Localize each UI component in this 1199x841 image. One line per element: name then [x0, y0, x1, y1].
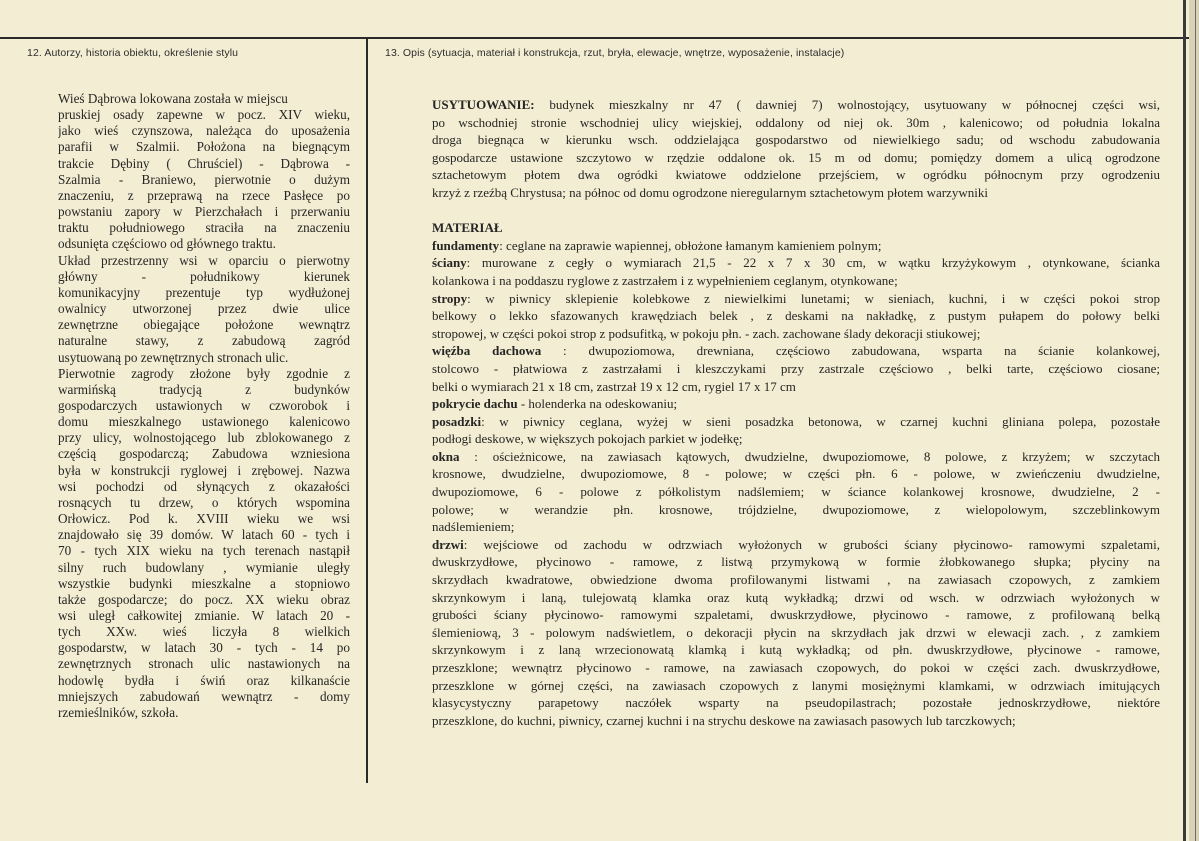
material-line [432, 325, 1160, 343]
material-line [432, 677, 1160, 695]
material-line [432, 272, 1160, 290]
material-text: przeszklone, do kuchni, piwnicy, czarnej kuchni i na strychu deskowe na zawiasach pasowych lub tarczkowych; [432, 712, 1016, 728]
situation-text: sztachetowym płotem dwa ogródki kwiatowe oddzielone przejściem, w ogródku północnym przy ogrodzeniu [432, 167, 1160, 183]
material-line [432, 606, 1160, 624]
paragraph-gap [432, 202, 1160, 220]
material-text: skrzynkowym i laną, tulejowatą klamka oraz kutą wykładką; drzwi od wsch. w odrzwiach wyłożonych w [432, 589, 1160, 605]
history-line: wszystkie budynki mieszkalne a stopniowo [58, 575, 350, 591]
material-label: drzwi [432, 536, 464, 552]
material-line [432, 518, 1160, 536]
material-line [432, 624, 1160, 642]
material-text: klasycystyczny parapetowy naczółek wsparty na pseudopilastrach; pozostałe jednoskrzydłowe, niektóre [432, 695, 1160, 711]
history-line: Orłowicz. Pod k. XVIII wieku we wsi [58, 511, 350, 527]
material-line [432, 307, 1160, 325]
situation-line [432, 184, 1160, 202]
material-label: pokrycie dachu [432, 396, 518, 412]
material-line [432, 694, 1160, 712]
material-line [432, 483, 1160, 501]
material-text: ślemieniową, 3 - polowym nadświetlem, o dekoracji płycin na skrzydłach jak drzwi w elewacji zach. , z zamkiem [432, 624, 1160, 640]
material-line [432, 659, 1160, 677]
material-line [432, 395, 1160, 413]
material-label: więźba dachowa [432, 343, 542, 359]
material-text: polowe; w werandzie płn. krosnowe, trójdzielne, dwupoziomowe, z wielopolowym, szczeblinkowym [432, 501, 1160, 517]
history-line: Wieś Dąbrowa lokowana została w miejscu [58, 91, 288, 106]
material-line [432, 448, 1160, 466]
history-line: wsi uległ całkowitej zmianie. W latach 20 - [58, 608, 350, 623]
situation-line [432, 131, 1160, 149]
material-text: : murowane z cegły o wymiarach 21,5 - 22 x 7 x 30 cm, w wątku krzyżykowym , otynkowane, ścianka [466, 255, 1160, 271]
material-line [432, 641, 1160, 659]
history-line: komunikacyjny prezentuje typ wydłużonej [58, 284, 350, 300]
material-text: skrzynkowym i z laną wrzecionowatą klamką i kutą wykładką; od płn. dwuskrzydłowe, płycinowe - ramowe, [432, 642, 1160, 658]
material-text: przeszklone w górnej części, na zawiasach czopowych z lanymi mosiężnymi klamkami, w odrzwiach imitujących [432, 677, 1160, 693]
situation-text: budynek mieszkalny nr 47 ( dawniej 7) wolnostojący, usytuowany w północnej części wsi, [534, 97, 1160, 112]
history-line: naturalne stawy, z zabudową zagród [58, 333, 350, 349]
material-text: krosnowe, dwudzielne, dwupoziomowe, 8 - polowe; w części płn. 6 - polowe, w zwieńczeniu dwudzielne, [432, 466, 1160, 482]
situation-heading: USYTUOWANIE: [432, 97, 535, 112]
material-text: podłogi deskowe, w większych pokojach parkiet w jodełkę; [432, 431, 743, 447]
material-text: belkowy o lekko sfazowanych krawędziach belek , z deskami na nakładkę, z pustym pułapem do połowy belki [432, 308, 1160, 324]
history-line: wsi pochodzi od słynących z okazałości [58, 478, 350, 494]
history-line: Układ przestrzenny wsi w oparciu o pierwotny [58, 252, 350, 268]
material-text: nadślemieniem; [432, 519, 515, 535]
history-line: 70 - tych XIX wieku na tych terenach nastąpił [58, 543, 350, 559]
material-line [432, 712, 1160, 730]
history-line: gospodarstw, w latach 30 - tych - 14 po [58, 640, 350, 656]
material-text: belki o wymiarach 21 x 18 cm, zastrzał 19 x 12 cm, rygiel 17 x 17 cm [432, 378, 796, 394]
section-13-header: 13. Opis (sytuacja, materiał i konstrukcja, rzut, bryła, elewacje, wnętrze, wyposażenie, instalacje) [385, 47, 845, 59]
situation-line [432, 114, 1160, 132]
material-label: fundamenty [432, 237, 500, 253]
material-line [432, 465, 1160, 483]
material-text: stolcowo - płatwiowa z zastrzałami i kleszczykami przy zastrzale częściowo , belki tarte, częściowo ciosane; [432, 360, 1160, 376]
history-line: przy ulicy, wolnostojącego lub zblokowanego z [58, 430, 350, 446]
material-line [432, 342, 1160, 360]
material-line [432, 553, 1160, 571]
history-line: warmińską tradycją z budynków [58, 381, 350, 397]
material-label: stropy [432, 290, 468, 306]
history-line: rzemieślników, szkoła. [58, 704, 179, 720]
history-line: owalnicy utworzonej przez dwie ulice [58, 301, 350, 317]
history-line: zewnętrznych stronach ulic nastawionych na [58, 656, 350, 672]
section-12-header: 12. Autorzy, historia obiektu, określenie stylu [27, 47, 239, 59]
history-line: jako wieś czynszowa, należąca do uposażenia [58, 123, 350, 139]
header-rule [0, 37, 1199, 39]
history-line: hodowlę bydła i świń oraz kilkanaście [58, 672, 350, 688]
history-line: odsunięta częściowo od głównego traktu. [58, 236, 276, 252]
material-text: : ościeżnicowe, na zawiasach kątowych, dwudzielne, dwupoziomowe, 8 polowe, z krzyżem; w szczytach [459, 448, 1160, 464]
history-line: mniejszych zabudowań wewnątrz - domy [58, 688, 350, 704]
material-line [432, 378, 1160, 396]
material-text: : w piwnicy ceglana, wyżej w sieni posadzka betonowa, w czarnej kuchni gliniana polepa, pozostałe [481, 413, 1160, 429]
history-line: domu mieszkalnego ustawionego kalenicowo [58, 414, 350, 430]
history-line: rosnących tu drzew, o których wspomina [58, 494, 350, 510]
history-line: znajdowało się 39 domów. W latach 60 - tych i [58, 527, 350, 543]
description-text [432, 96, 1160, 729]
situation-text: droga biegnąca w kierunku wsch. oddzielająca gospodarstwo od niewielkiego sadu; od wschodu zabudowania [432, 132, 1160, 148]
history-line: była w konstrukcji ryglowej i zrębowej. Nazwa [58, 462, 350, 478]
material-text: : ceglane na zaprawie wapiennej, obłożone łamanym kamieniem polnym; [499, 237, 882, 253]
situation-text: gospodarcze ustawione szczytowo w rzędzie oddalone ok. 15 m od domu; pomiędzy domem a ulicą ogrodzone [432, 149, 1160, 165]
material-label: posadzki [432, 413, 482, 429]
history-line: traktu południowego straciła na znaczeniu [58, 220, 350, 236]
situation-text: po wschodniej stronie wschodniej ulicy wiejskiej, oddalony od niej ok. 30m , kalenicowo; od południa lokalna [432, 114, 1160, 130]
history-line: główny - południkowy kierunek [58, 268, 350, 284]
material-heading: MATERIAŁ [432, 220, 503, 236]
material-text: : wejściowe od zachodu w odrzwiach wyłożonych w grubości ściany płycinowo- ramowymi szpaletami, [463, 536, 1160, 552]
history-line: powstaniu zapory w Pierzchałach i przerwaniu [58, 204, 350, 220]
material-text: kolankowa i na poddaszu ryglowe z zastrzałem i z wypełnieniem ceglanym, otynkowane; [432, 272, 898, 288]
page-edge [1183, 0, 1186, 841]
history-line: znaczeniu, z przeprawą na rzece Pasłęce po [58, 187, 350, 203]
material-text: dwupoziomowe, 6 - polowe z półkolistym nadślemiem; w ściance kolankowej krosnowe, dwudzielne, 2 - [432, 484, 1160, 500]
page-edge-margin [1189, 0, 1199, 841]
material-line [432, 254, 1160, 272]
material-line [432, 589, 1160, 607]
situation-line [432, 96, 1160, 114]
material-text: przeszklone; wewnątrz płycinowo - ramowe, na zawiasach czopowych, do pokoi w części zach. dwuskrzydłowe, [432, 660, 1160, 675]
material-text: dwuskrzydłowe, płycinowo - ramowe, z listwą przymykową w formie żłobkowanego słupka; płyciny na [432, 554, 1160, 570]
history-line: Pierwotnie zagrody złożone były zgodnie z [58, 365, 350, 381]
material-text: : w piwnicy sklepienie kolebkowe z niewielkimi lunetami; w sieniach, kuchni, i w części pokoi strop [467, 290, 1160, 306]
history-line: parafii w Szalmii. Położona na biegnącym [58, 139, 350, 155]
history-line: gospodarczych ustawionych w czworobok i [58, 397, 350, 413]
material-line [432, 571, 1160, 589]
material-text: - holenderka na odeskowaniu; [517, 396, 678, 412]
history-line: usytuowaną po zewnętrznych stronach ulic. [58, 349, 289, 365]
page-edge-line [1195, 0, 1196, 841]
material-text: grubości ściany płycinowo- ramowymi szpaletami, dwuskrzydłowe, płycinowo - ramowe, z profilowaną belką [432, 607, 1160, 623]
history-line: silny ruch budowlany , wymianie uległy [58, 559, 350, 575]
history-line: pruskiej osady zapewne w pocz. XIV wieku, [58, 107, 350, 123]
history-line: Szalmia - Braniewo, pierwotnie o dużym [58, 171, 350, 187]
history-line: zewnętrzne obiegające położone wewnątrz [58, 317, 350, 333]
situation-line [432, 166, 1160, 184]
history-line: częścią gospodarczą; Zabudowa wzniesiona [58, 446, 350, 462]
history-line: także gospodarcze; do pocz. XX wieku obraz [58, 591, 350, 607]
material-line [432, 237, 1160, 255]
situation-line [432, 149, 1160, 167]
material-line [432, 501, 1160, 519]
material-text: : dwupoziomowa, drewniana, częściowo zabudowana, wsparta na ścianie kolankowej, [541, 343, 1160, 359]
column-divider [366, 38, 368, 783]
material-text: skrzydłach kwadratowe, obwiedzione dwoma profilowanymi listwami , na zawiasach czopowych, z zamkiem [432, 572, 1160, 588]
material-line [432, 536, 1160, 554]
history-line: trakcie Dębiny ( Chruściel) - Dąbrowa - [58, 155, 350, 171]
history-text [58, 91, 350, 721]
material-label: ściany [432, 255, 467, 271]
material-line [432, 430, 1160, 448]
material-label: okna [432, 448, 460, 464]
history-line: tych XXw. wieś liczyła 8 wielkich [58, 624, 350, 640]
material-text: stropowej, w części pokoi strop z podsufitką, w pokoju płn. - zach. zachowane ślady dekoracji stiukowej; [432, 325, 981, 341]
material-line [432, 360, 1160, 378]
material-line [432, 413, 1160, 431]
situation-text: krzyż z rzeźbą Chrystusa; na północ od domu ogrodzone nieregularnym sztachetowym płotem warzywniki [432, 184, 988, 200]
material-line [432, 290, 1160, 308]
